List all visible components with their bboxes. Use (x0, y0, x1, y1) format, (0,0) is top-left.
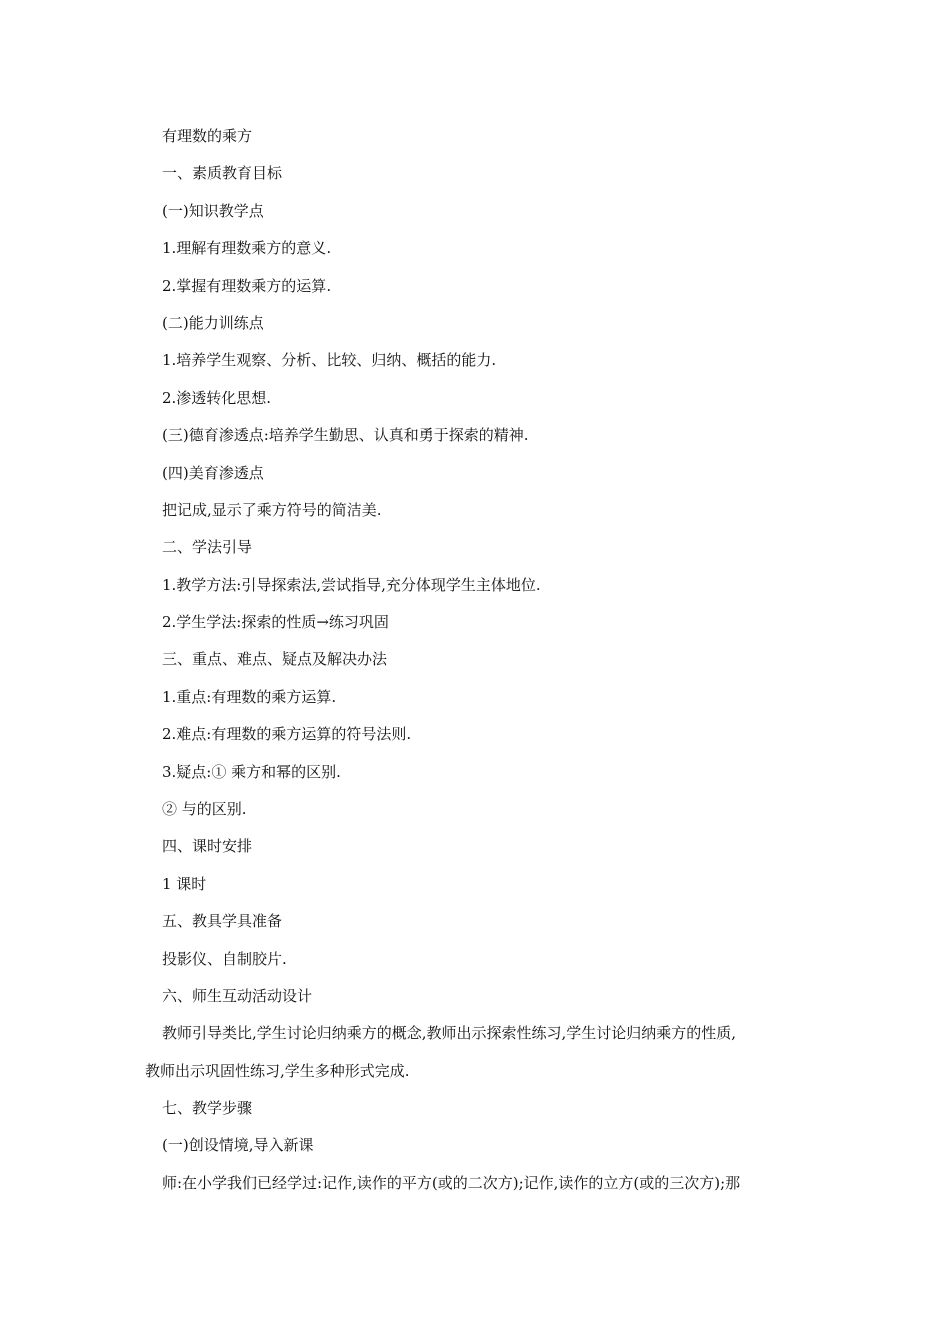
document-body (145, 124, 810, 1208)
text-line: 2.掌握有理数乘方的运算. (162, 276, 332, 295)
text-line: 2.难点:有理数的乘方运算的符号法则. (162, 725, 412, 744)
text-line: 1 课时 (162, 874, 207, 893)
section-heading: 六、师生互动活动设计 (162, 986, 313, 1005)
text-line: (三)德育渗透点:培养学生勤思、认真和勇于探索的精神. (162, 426, 529, 445)
text-line: 2.渗透转化思想. (162, 388, 272, 407)
section-heading: 三、重点、难点、疑点及解决办法 (162, 650, 388, 669)
paragraph-continuation: 教师出示巩固性练习,学生多种形式完成. (145, 1061, 410, 1080)
text-line: 1.培养学生观察、分析、比较、归纳、概括的能力. (162, 351, 497, 370)
text-line: 1.理解有理数乘方的意义. (162, 239, 332, 258)
section-heading: 一、素质教育目标 (162, 164, 283, 183)
paragraph (145, 1021, 810, 1082)
text-line: 3.疑点:① 乘方和幂的区别. (162, 762, 341, 781)
text-line: 把记成,显示了乘方符号的简洁美. (162, 500, 382, 519)
text-line: 师:在小学我们已经学过:记作,读作的平方(或的二次方);记作,读作的立方(或的三次方);那 (162, 1173, 741, 1192)
section-heading: 二、学法引导 (162, 538, 253, 557)
text-line: 投影仪、自制胶片. (162, 949, 287, 968)
text-line: 2.学生学法:探索的性质→练习巩固 (162, 613, 389, 632)
subsection-heading: (二)能力训练点 (162, 313, 264, 332)
section-heading: 七、教学步骤 (162, 1098, 253, 1117)
doc-title: 有理数的乘方 (162, 127, 253, 145)
text-line: 1.教学方法:引导探索法,尝试指导,充分体现学生主体地位. (162, 575, 541, 594)
subsection-heading: (一)创设情境,导入新课 (162, 1136, 314, 1155)
section-heading: 四、课时安排 (162, 837, 253, 856)
subsection-heading: (一)知识教学点 (162, 201, 264, 220)
paragraph-first-line: 教师引导类比,学生讨论归纳乘方的概念,教师出示探索性练习,学生讨论归纳乘方的性质, (162, 1024, 737, 1043)
section-heading: 五、教具学具准备 (162, 912, 283, 931)
text-line: ② 与的区别. (162, 800, 247, 819)
subsection-heading: (四)美育渗透点 (162, 463, 264, 482)
text-line: 1.重点:有理数的乘方运算. (162, 687, 337, 706)
